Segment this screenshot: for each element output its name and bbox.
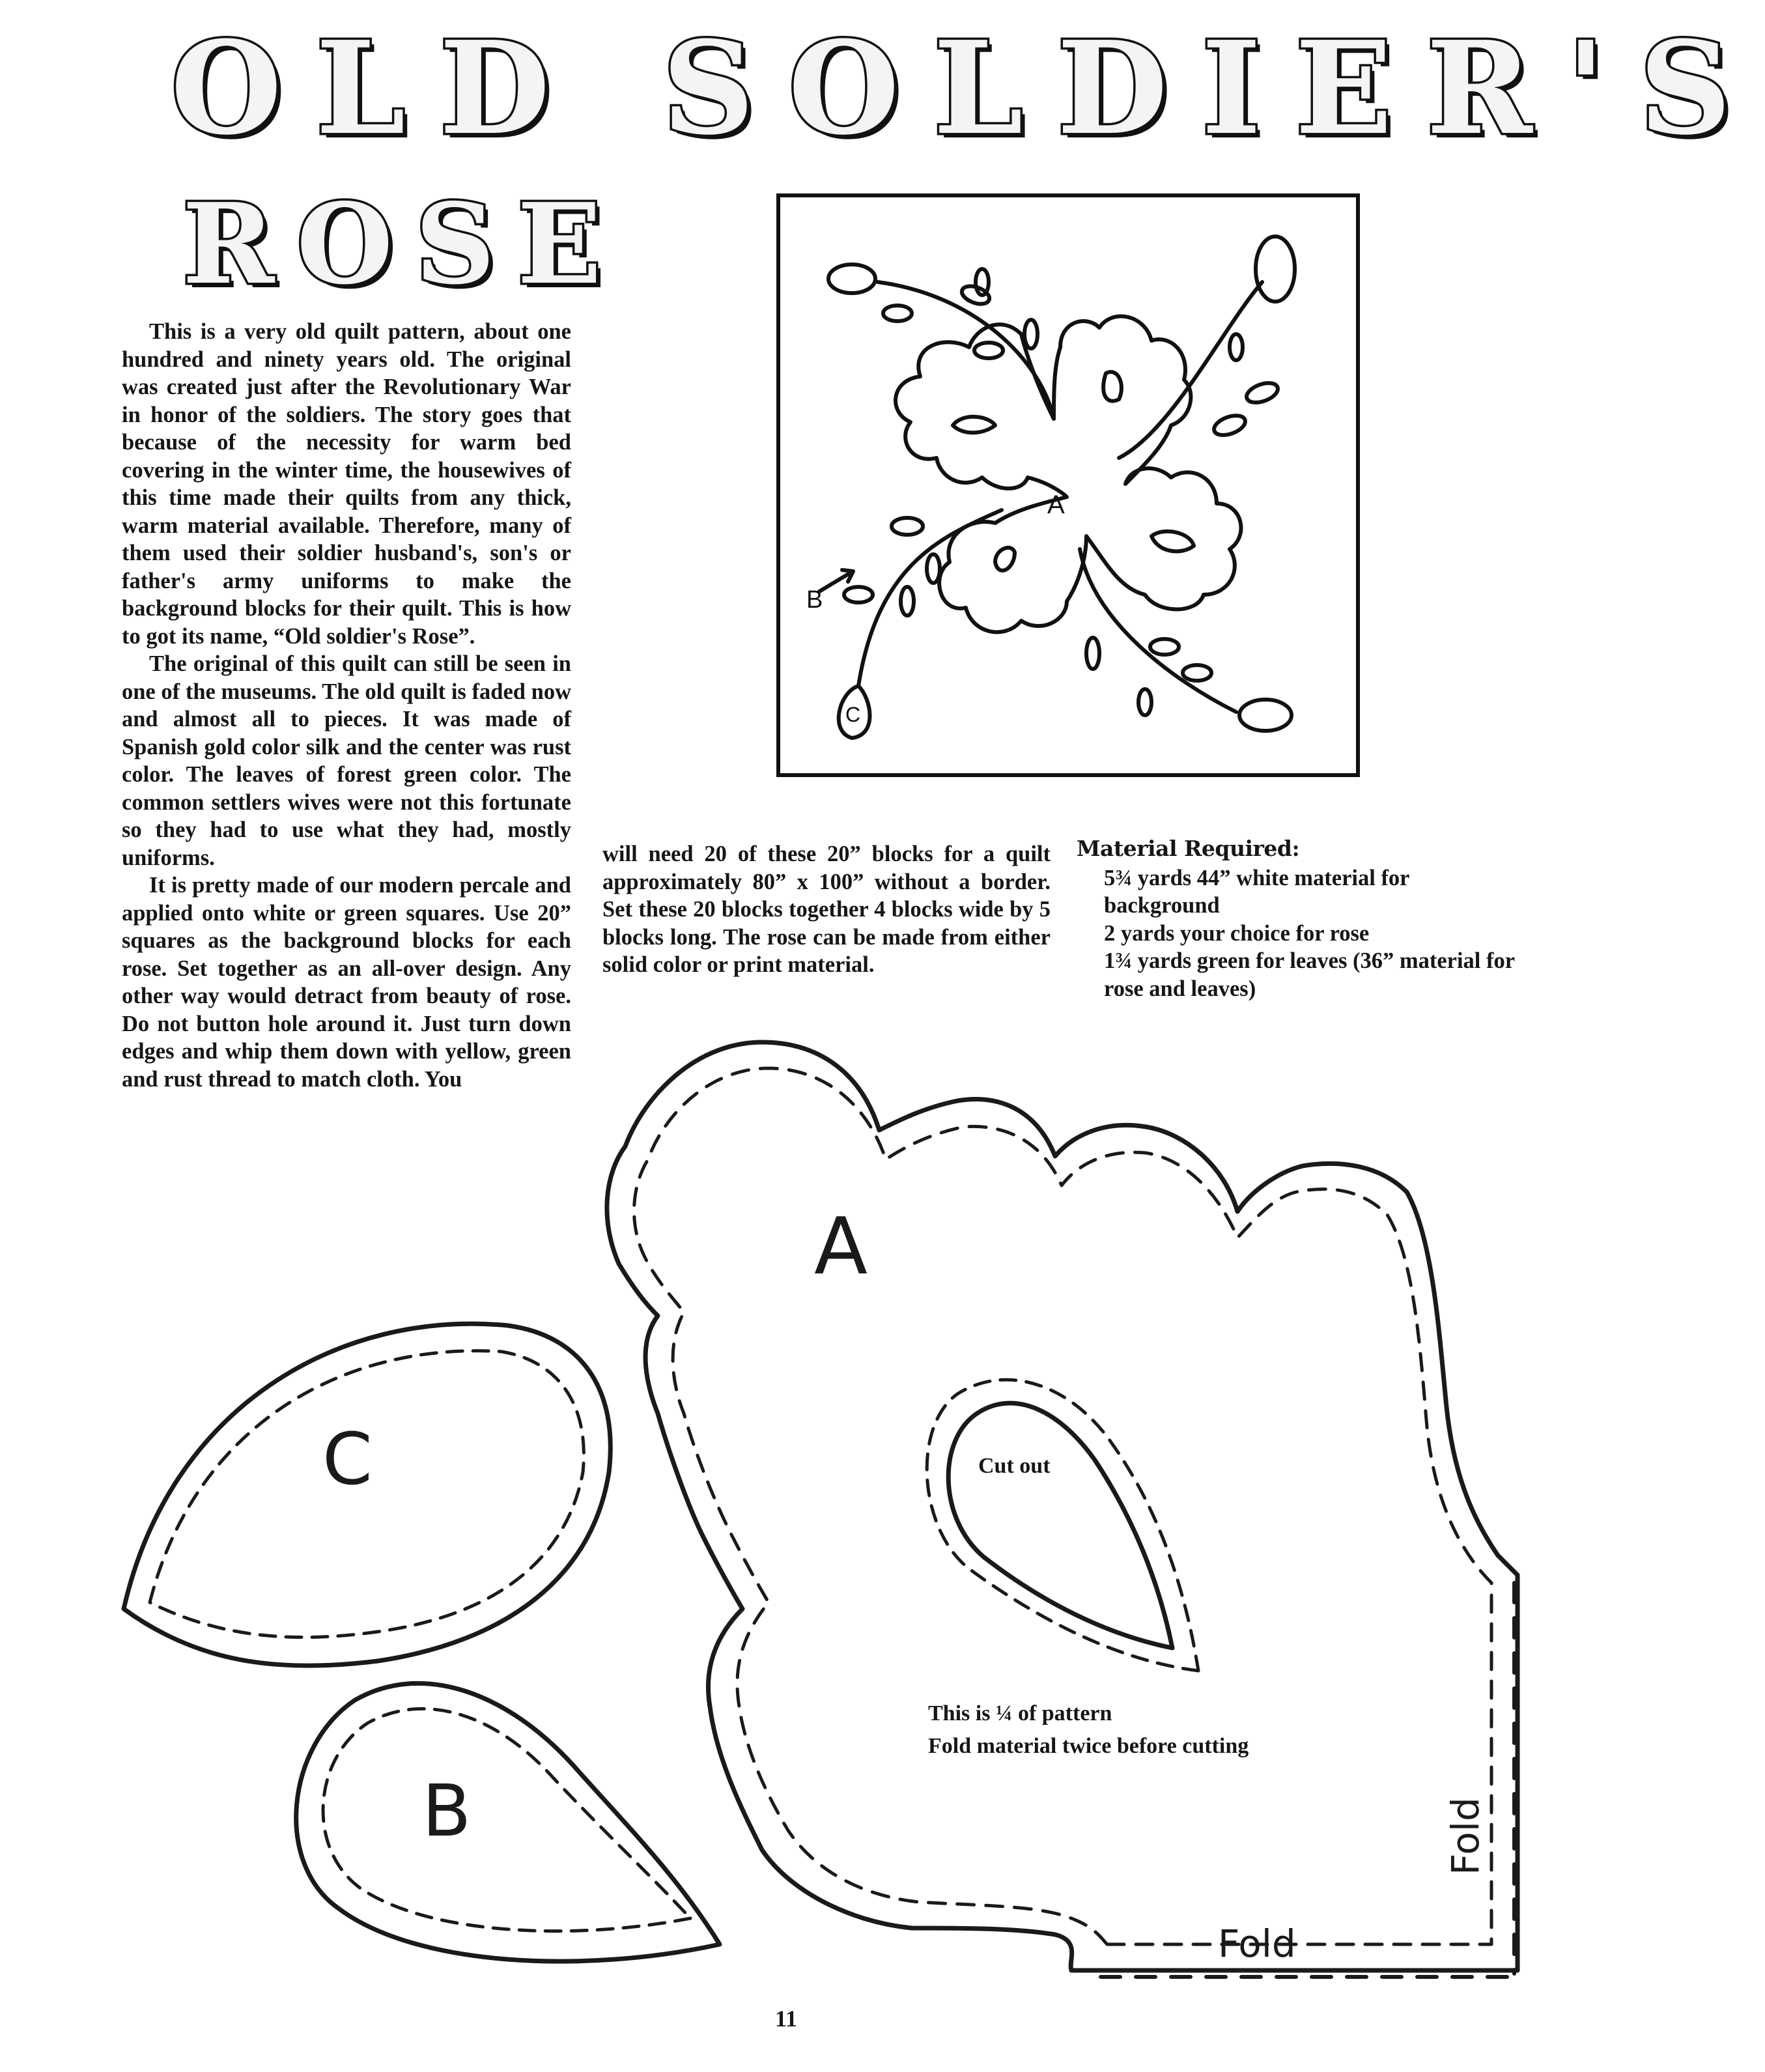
pattern-a-cutout-outline xyxy=(948,1403,1172,1648)
diagram-label-a: A xyxy=(1047,490,1065,519)
pattern-a-seam xyxy=(634,1068,1491,1944)
pattern-b-label: B xyxy=(422,1769,472,1852)
materials-item-rose: 2 yards your choice for rose xyxy=(1104,920,1370,946)
pattern-b-seam xyxy=(323,1709,690,1931)
article-paragraph-2: The original of this quilt can still be seen in one of the museums. The old quilt is faded now and almost all to pieces. It was made of Spanish gold color silk and the center was rust color. The leaves of forest green color. The common settlers wives were not this fortunate so they had to use what they had, mostly uniforms. xyxy=(122,651,571,870)
article-paragraph-3: It is pretty made of our modern percale and applied onto white or green squares. Use 20” squares as the background blocks for each rose. Set together as an all-over design. Any other way would detract from beauty of rose. Do not button hole around it. Just turn down edges and whip them down with yellow, green and rust thread to match cloth. You xyxy=(122,873,571,1092)
materials-item-leaves: 1¾ yards green for leaves (36” material for rose and leaves) xyxy=(1104,948,1515,1001)
pattern-b-outline xyxy=(296,1683,720,1961)
fold-label-side: Fold xyxy=(1443,1797,1488,1875)
materials-item-background: 5¾ yards 44” white material for background xyxy=(1104,865,1409,918)
pattern-note-line-1: This is ¼ of pattern xyxy=(928,1701,1112,1725)
cutout-label: Cut out xyxy=(978,1454,1051,1478)
pattern-note xyxy=(928,1697,1249,1763)
page-title-line-1: OLD SOLDIER'S xyxy=(171,14,1765,163)
diagram-label-c: C xyxy=(845,703,861,726)
page-title-line-2: ROSE xyxy=(182,179,624,309)
article-paragraph-1: This is a very old quilt pattern, about one hundred and ninety years old. The original was created just after the Revolutionary War in honor of the soldiers. The story goes that because of the necessity for warm bed covering in the winter time, the housewives of this time made their quilts from any thick, warm material available. Therefore, many of them used their soldier husband's, son's or father's army uniforms to make the background blocks for their quilt. This is how to got its name, “Old soldier's Rose”. xyxy=(122,319,571,649)
page-number: 11 xyxy=(775,2006,798,2032)
fold-label-bottom: Fold xyxy=(1218,1922,1296,1966)
materials-heading: Material Required: xyxy=(1077,836,1300,861)
pattern-c-label: C xyxy=(322,1417,373,1501)
pattern-note-line-2: Fold material twice before cutting xyxy=(928,1734,1249,1758)
diagram-label-b: B xyxy=(806,586,823,614)
pattern-a-outline xyxy=(607,1042,1518,1970)
article-continuation: will need 20 of these 20” blocks for a quilt approximately 80” x 100” without a border. Set these 20 blocks together 4 blocks wide by 5 blocks long. The rose can be made from either solid color or print material. xyxy=(602,842,1051,977)
pattern-a-label: A xyxy=(814,1202,868,1292)
